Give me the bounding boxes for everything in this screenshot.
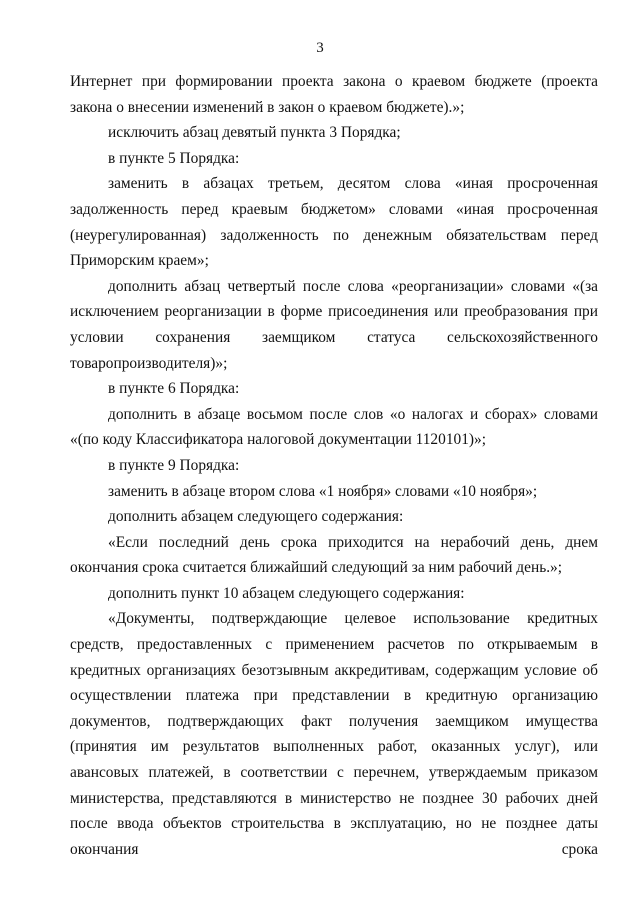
paragraph: в пункте 5 Порядка: — [108, 149, 240, 167]
paragraph: заменить в абзацах третьем, десятом слова «иная просроченная задолженность перед краевым бюджетом» словами «иная просроченная (неурегулированная) задолженность по денежным обязательствам перед Приморским краем»; — [70, 175, 598, 270]
document-body — [70, 69, 598, 862]
paragraph: заменить в абзаце втором слова «1 ноября» словами «10 ноября»; — [108, 482, 538, 500]
paragraph: дополнить в абзаце восьмом после слов «о налогах и сборах» словами «(по коду Классификатора налоговой документации 1120101)»; — [70, 405, 598, 449]
paragraph: исключить абзац девятый пункта 3 Порядка; — [108, 124, 401, 142]
paragraph: Интернет при формировании проекта закона о краевом бюджете (проекта закона о внесении изменений в закон о краевом бюджете).»; — [70, 73, 598, 116]
paragraph: в пункте 9 Порядка: — [108, 456, 240, 474]
paragraph: в пункте 6 Порядка: — [108, 380, 240, 398]
paragraph: дополнить пункт 10 абзацем следующего содержания: — [108, 584, 465, 602]
paragraph: «Если последний день срока приходится на нерабочий день, днем окончания срока считается ближайший следующий за ним рабочий день.»; — [70, 533, 598, 577]
page-number: 3 — [316, 40, 324, 56]
paragraph: «Документы, подтверждающие целевое использование кредитных средств, предоставленных с применением расчетов по открываемым в кредитных организациях безотзывным аккредитивам, содержащим условие об осуществлении платежа при представлении в кредитную организацию документов, подтверждающих факт получения заемщиком имущества (принятия им результатов выполненных работ, оказанных услуг), или авансовых платежей, в соответствии с перечнем, утверждаемым приказом министерства, представляются в министерство не позднее 30 рабочих дней после ввода объектов строительства в эксплуатацию, но не позднее даты окончания срока — [70, 610, 598, 858]
paragraph: дополнить абзацем следующего содержания: — [108, 508, 404, 526]
paragraph: дополнить абзац четвертый после слова «реорганизации» словами «(за исключением реорганизации в форме присоединения или преобразования при условии сохранения заемщиком статуса сельскохозяйственного товаропроизводителя)»; — [70, 277, 598, 372]
